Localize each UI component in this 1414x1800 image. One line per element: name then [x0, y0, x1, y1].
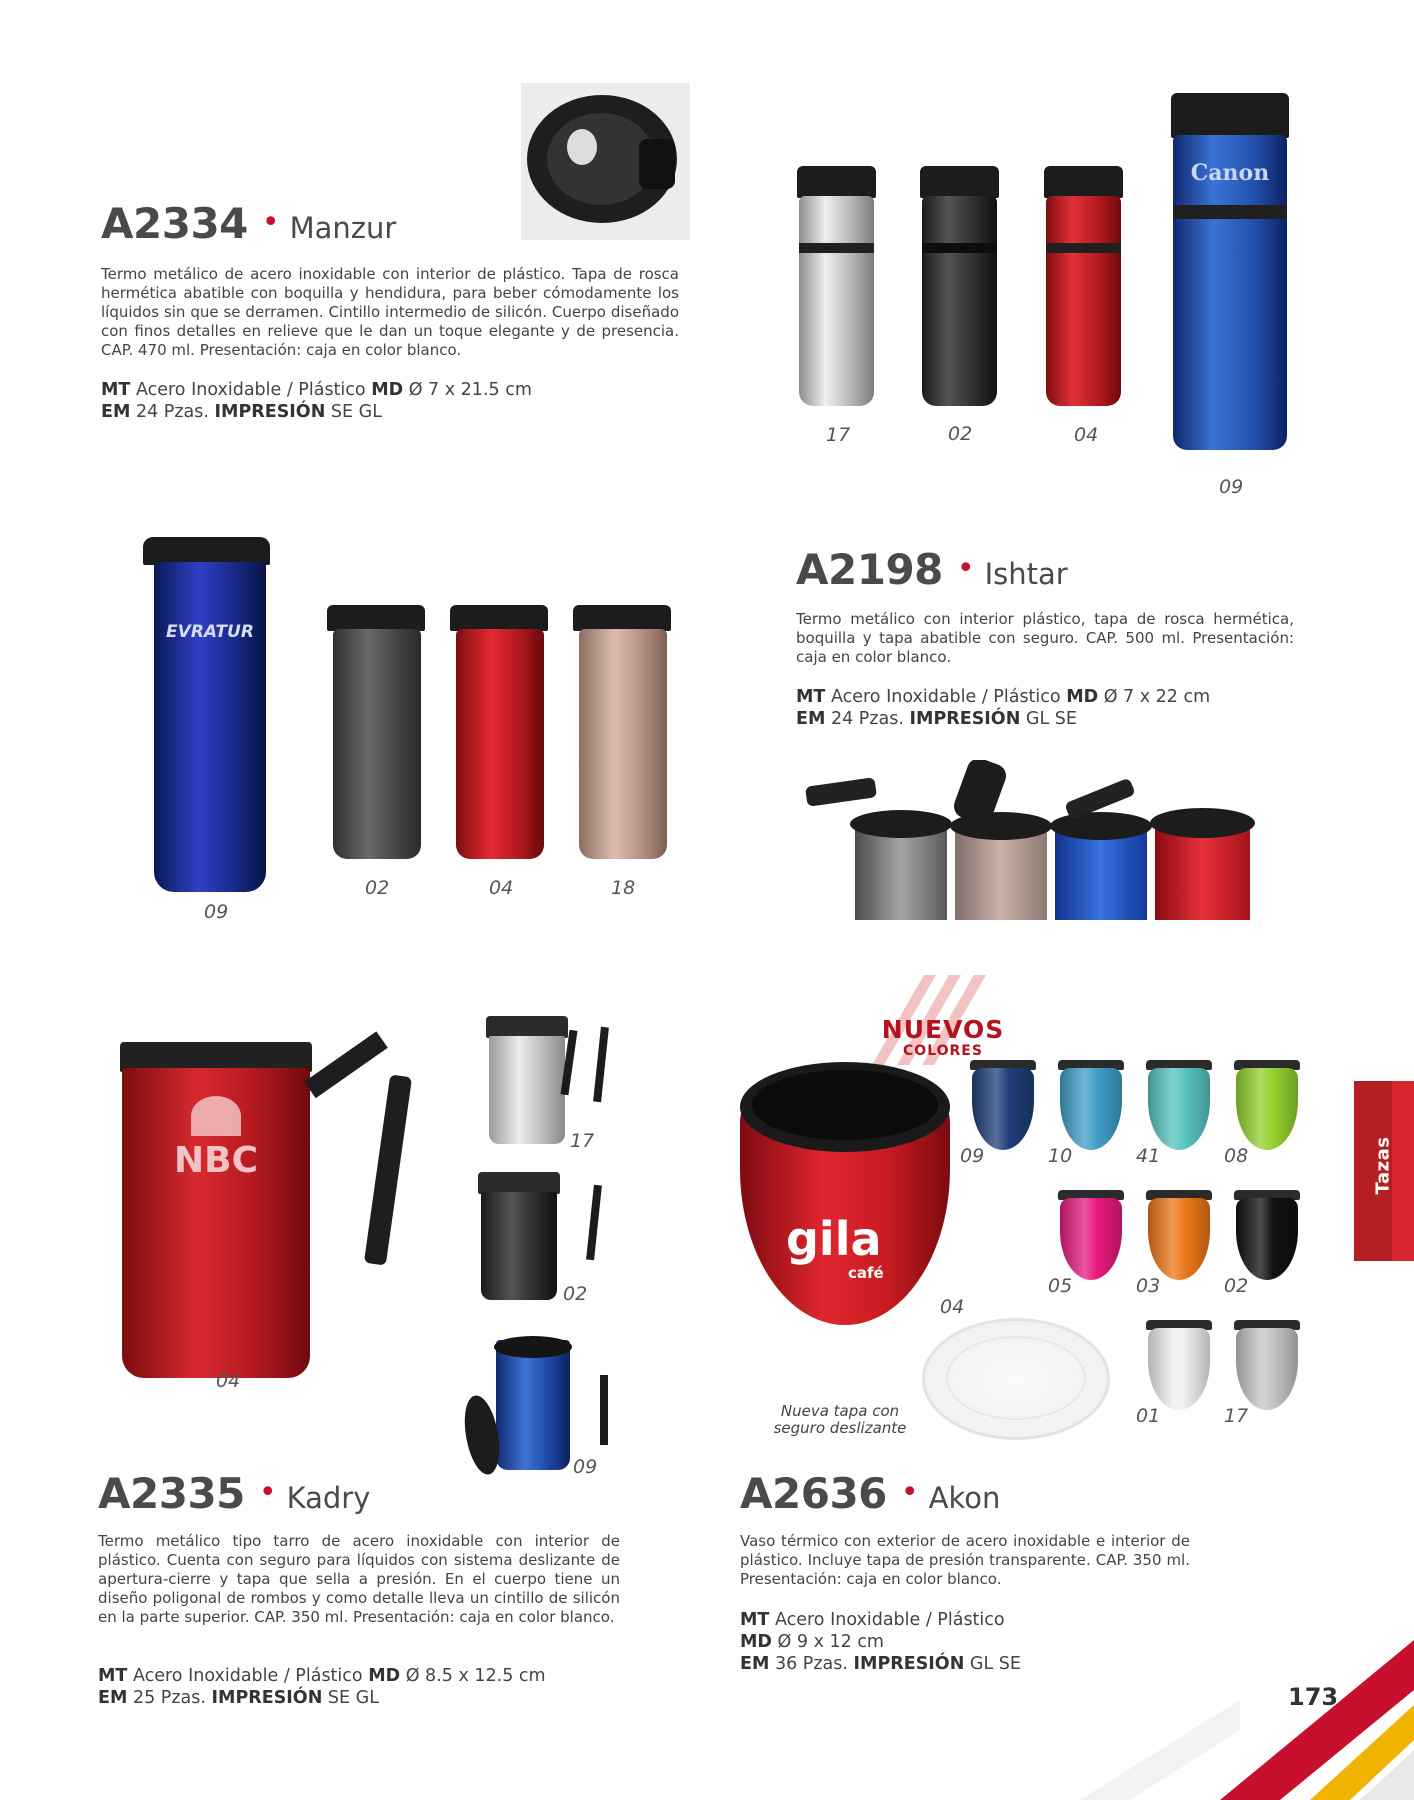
mt-value: Acero Inoxidable / Plástico: [830, 687, 1061, 707]
mt-label: MT: [101, 380, 131, 400]
title-bullet: •: [900, 1475, 919, 1510]
brand-logo: EVRATUR: [166, 622, 254, 642]
mt-value: Acero Inoxidable / Plástico: [132, 1666, 363, 1686]
md-value: Ø 7 x 22 cm: [1103, 687, 1211, 707]
product-title: [98, 1469, 370, 1518]
md-label: MD: [740, 1632, 772, 1652]
em-value: 25 Pzas.: [132, 1688, 206, 1708]
color-code-04: 04: [940, 1296, 965, 1318]
new-colors-badge: [868, 975, 1018, 1065]
variant-cup-body: [1236, 1198, 1298, 1280]
brand-logo-sub: café: [848, 1264, 884, 1282]
variant-cup-body: [1148, 1198, 1210, 1280]
peacock-icon: [191, 1096, 241, 1136]
variant-cup-body: [972, 1068, 1034, 1150]
product-name: Akon: [928, 1481, 1001, 1515]
imp-label: IMPRESIÓN: [211, 1688, 323, 1708]
title-bullet: •: [258, 1475, 277, 1510]
color-code-05: 05: [1048, 1275, 1073, 1297]
md-label: MD: [368, 1666, 401, 1686]
color-code-02: 02: [365, 877, 390, 899]
imp-value: GL SE: [1025, 709, 1077, 729]
section-tab-label: Tazas: [1372, 1136, 1394, 1195]
brand-logo: NBC: [174, 1140, 258, 1181]
color-code-01: 01: [1136, 1405, 1161, 1427]
badge-line-1: NUEVOS: [881, 1015, 1005, 1044]
imp-label: IMPRESIÓN: [214, 402, 326, 422]
imp-value: GL SE: [969, 1654, 1021, 1674]
color-code-02: 02: [563, 1283, 588, 1305]
section-tab-accent: [1392, 1081, 1414, 1261]
page-number: 173: [1288, 1683, 1339, 1711]
product-description: Termo metálico tipo tarro de acero inoxidable con interior de plástico. Cuenta con seguro para líquidos con sistema deslizante de apertura-cierre y tapa que sella a presión. En el cuerpo tiene un diseño poligonal de rombos y como detalle lleva un cintillo de silicón en la parte superior. CAP. 350 ml. Presentación: caja en color blanco.: [98, 1532, 620, 1626]
product-description: Termo metálico de acero inoxidable con interior de plástico. Tapa de rosca hermética abatible con boquilla y hendidura, para beber cómodamente los líquidos sin que se derramen. Cintillo intermedio de silicón. Cuerpo diseñado con finos detalles en relieve que le dan un toque elegante y de presencia. CAP. 470 ml. Presentación: caja en color blanco.: [101, 265, 679, 359]
spec-line-2: [98, 1687, 379, 1709]
product-description: Vaso térmico con exterior de acero inoxidable e interior de plástico. Incluye tapa de presión transparente. CAP. 350 ml. Presentación: caja en color blanco.: [740, 1532, 1190, 1588]
spec-line-2: [101, 401, 382, 423]
color-code-09: 09: [960, 1145, 985, 1167]
color-code-08: 08: [1224, 1145, 1249, 1167]
color-code-09: 09: [1219, 476, 1244, 498]
color-code-18: 18: [611, 877, 636, 899]
color-code-04: 04: [489, 877, 514, 899]
color-code-10: 10: [1048, 1145, 1073, 1167]
spec-line-1: [101, 379, 532, 401]
variant-cup-body: [1236, 1068, 1298, 1150]
product-title: [101, 199, 396, 248]
variant-cup-body: [1236, 1328, 1298, 1410]
em-value: 24 Pzas.: [135, 402, 209, 422]
variant-cup-body: [1148, 1328, 1210, 1410]
md-value: Ø 9 x 12 cm: [777, 1632, 884, 1652]
spec-line-1: [98, 1665, 546, 1687]
color-code-02: 02: [948, 423, 973, 445]
md-label: MD: [1066, 687, 1099, 707]
product-name: Manzur: [289, 211, 397, 245]
title-bullet: •: [261, 205, 280, 240]
color-code-09: 09: [204, 901, 229, 923]
em-label: EM: [796, 709, 826, 729]
spec-line-2: [740, 1631, 884, 1653]
imp-label: IMPRESIÓN: [853, 1654, 965, 1674]
brand-logo: gila: [786, 1212, 882, 1266]
product-code: A2198: [796, 545, 943, 594]
imp-label: IMPRESIÓN: [909, 709, 1021, 729]
md-label: MD: [371, 380, 404, 400]
em-value: 24 Pzas.: [830, 709, 904, 729]
corner-decoration-gray: [1040, 1700, 1240, 1800]
spec-line-3: [740, 1653, 1021, 1675]
spec-line-1: [796, 686, 1210, 708]
product-description: Termo metálico con interior plástico, tapa de rosca hermética, boquilla y tapa abatible con seguro. CAP. 500 ml. Presentación: caja en color blanco.: [796, 610, 1294, 666]
product-title: [740, 1469, 1000, 1518]
md-value: Ø 8.5 x 12.5 cm: [405, 1666, 546, 1686]
product-name: Ishtar: [984, 557, 1068, 591]
color-code-09: 09: [573, 1456, 598, 1478]
color-code-17: 17: [826, 424, 851, 446]
color-code-02: 02: [1224, 1275, 1249, 1297]
mt-label: MT: [740, 1610, 770, 1630]
imp-value: SE GL: [327, 1688, 379, 1708]
color-code-03: 03: [1136, 1275, 1161, 1297]
lid-note: Nueva tapa con seguro deslizante: [773, 1402, 907, 1437]
variant-cup-body: [1148, 1068, 1210, 1150]
em-label: EM: [101, 402, 131, 422]
product-code: A2335: [98, 1469, 245, 1518]
em-value: 36 Pzas.: [774, 1654, 848, 1674]
product-title: [796, 545, 1068, 594]
imp-value: SE GL: [330, 402, 382, 422]
color-code-04: 04: [216, 1370, 241, 1392]
mt-label: MT: [98, 1666, 128, 1686]
lid-detail-photo: [800, 760, 1260, 920]
variant-cup-body: [1060, 1198, 1122, 1280]
mt-label: MT: [796, 687, 826, 707]
title-bullet: •: [956, 551, 975, 586]
product-code: A2334: [101, 199, 248, 248]
lid-detail-photo: [521, 83, 690, 240]
color-code-17: 17: [570, 1130, 595, 1152]
product-name: Kadry: [286, 1481, 371, 1515]
color-code-04: 04: [1074, 424, 1099, 446]
em-label: EM: [98, 1688, 128, 1708]
md-value: Ø 7 x 21.5 cm: [408, 380, 532, 400]
spec-line-1: [740, 1609, 1005, 1631]
mt-value: Acero Inoxidable / Plástico: [135, 380, 366, 400]
mt-value: Acero Inoxidable / Plástico: [774, 1610, 1005, 1630]
em-label: EM: [740, 1654, 770, 1674]
badge-line-2: COLORES: [903, 1043, 983, 1059]
brand-logo: Canon: [1190, 160, 1270, 186]
color-code-17: 17: [1224, 1405, 1249, 1427]
color-code-41: 41: [1136, 1145, 1161, 1167]
product-code: A2636: [740, 1469, 887, 1518]
spec-line-2: [796, 708, 1077, 730]
variant-cup-body: [1060, 1068, 1122, 1150]
